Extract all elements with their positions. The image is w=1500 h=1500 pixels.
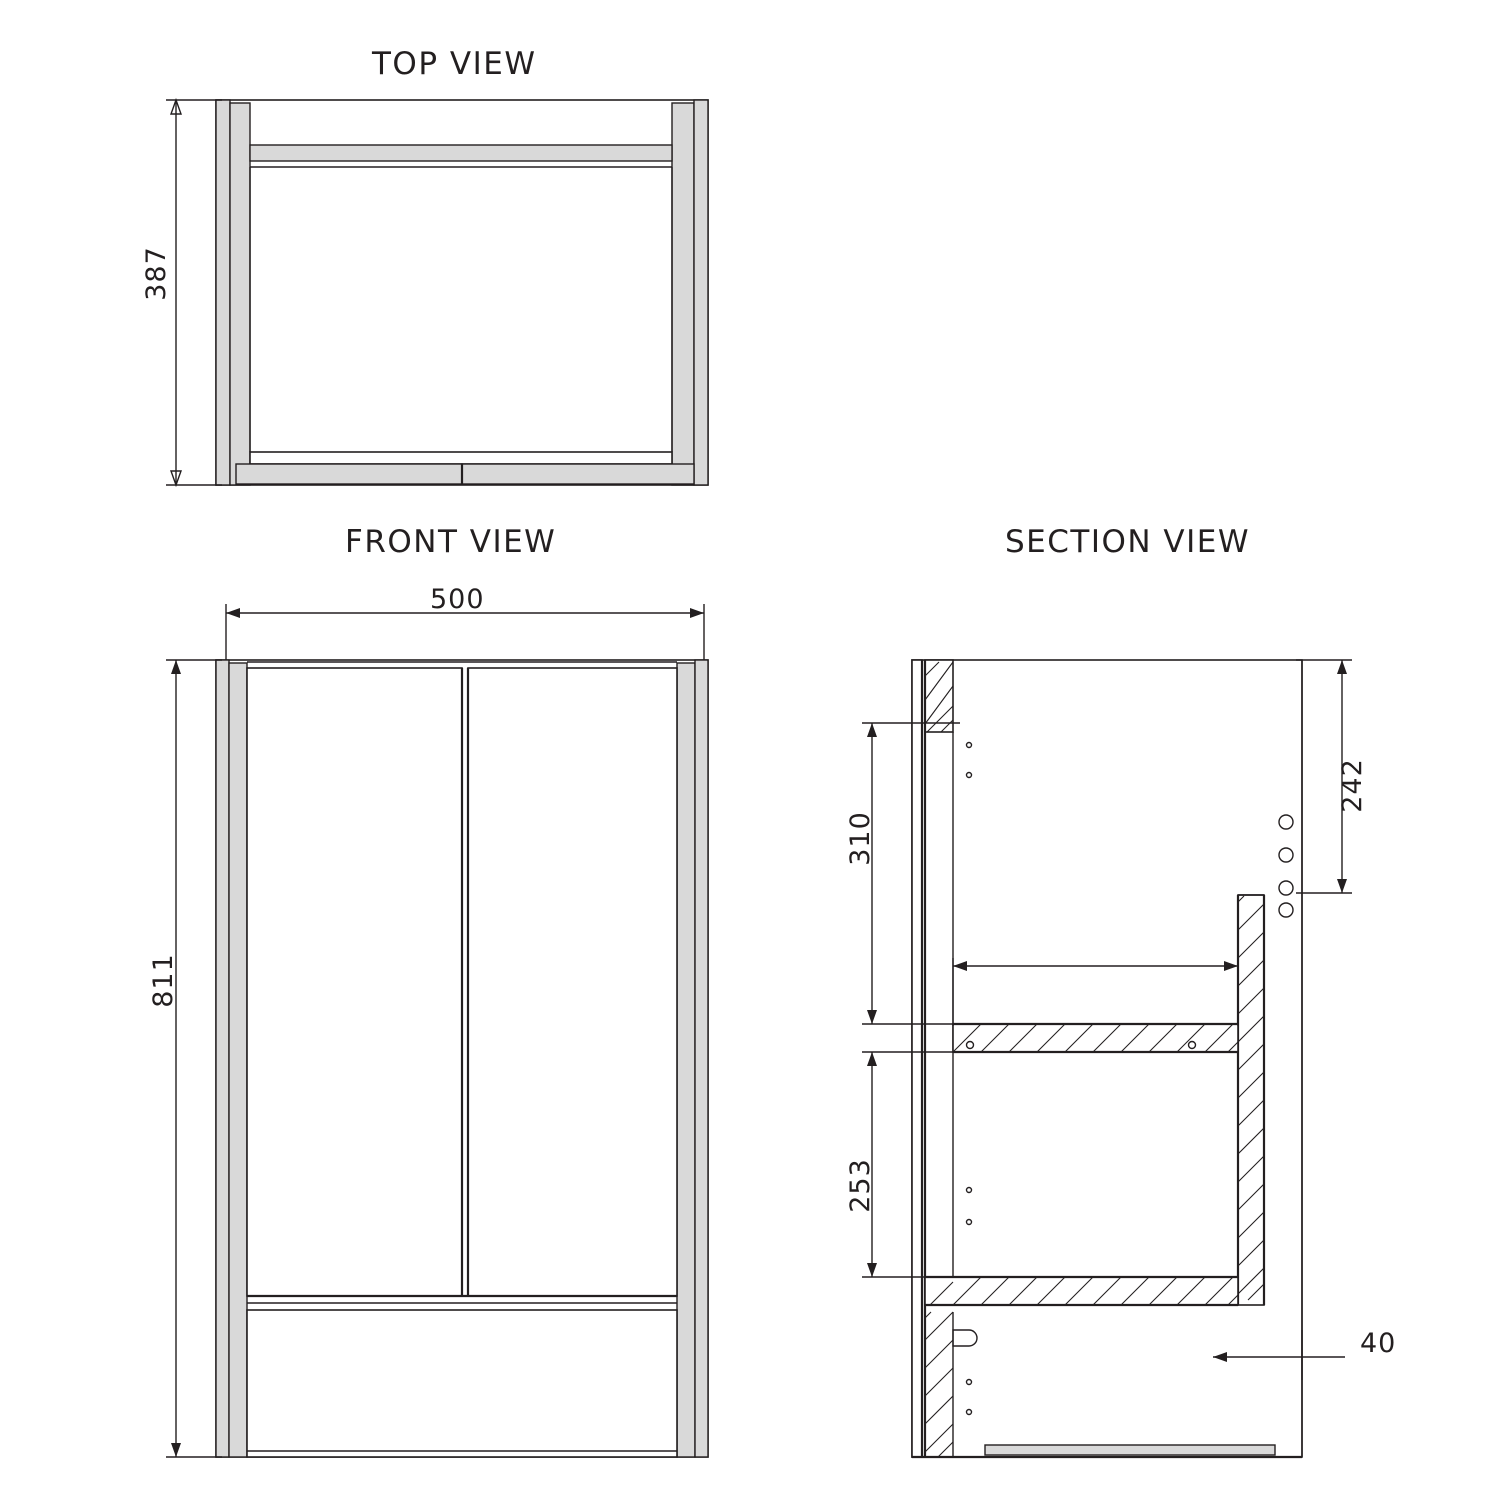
front-view-geometry (166, 604, 708, 1457)
dim-section-lower: 253 (844, 1158, 876, 1213)
section-view-title: SECTION VIEW (1005, 524, 1251, 560)
dim-section-plinth: 40 (1360, 1328, 1397, 1359)
top-view-geometry (166, 100, 708, 485)
dim-section-upper: 310 (844, 811, 876, 866)
dim-section-upper-right: 242 (1336, 758, 1368, 813)
front-view-title: FRONT VIEW (345, 524, 557, 560)
top-view-title: TOP VIEW (372, 46, 537, 82)
dim-front-width: 500 (430, 584, 485, 615)
dim-top-depth: 387 (140, 246, 172, 301)
section-view-geometry (862, 660, 1352, 1457)
dim-front-height: 811 (147, 953, 179, 1008)
